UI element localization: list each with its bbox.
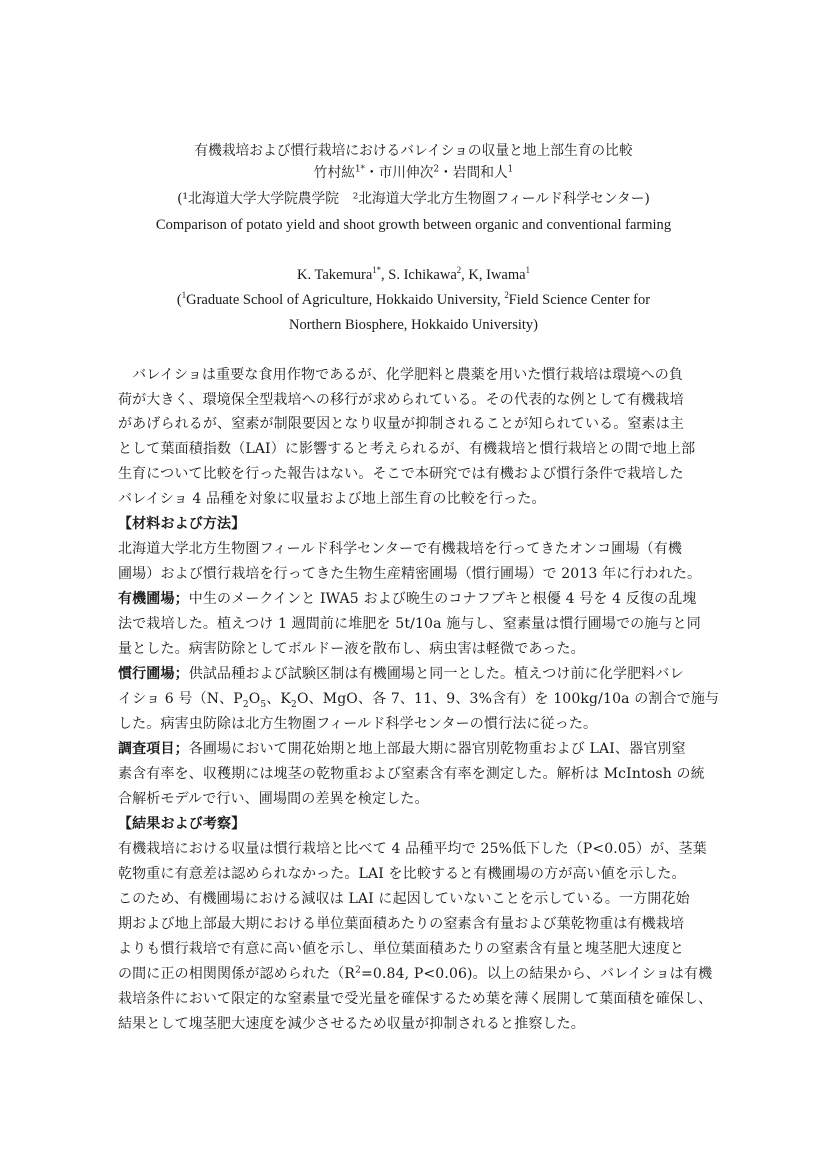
organic-field-keyword: 有機圃場； <box>118 591 189 607</box>
subscript: 2 <box>242 699 249 710</box>
results-line: よりも慣行栽培で有意に高い値を示し、単位葉面積あたりの窒素含有量と塊茎肥大速度と <box>118 941 684 957</box>
author-name: 竹村紘 <box>313 165 355 181</box>
methods-line: 圃場）および慣行栽培を行ってきた生物生産精密圃場（慣行圃場）で 2013 年に行われた。 <box>118 566 702 582</box>
affiliation-english-line2: Northern Biosphere, Hokkaido University) <box>288 317 539 333</box>
affiliation-mark: 2 <box>504 290 509 300</box>
methods-text: 各圃場において開花始期と地上部最大期に器官別乾物重および LAI、器官別窒 <box>188 741 686 757</box>
title-japanese: 有機栽培および慣行栽培におけるバレイショの収量と地上部生育の比較 <box>194 143 633 159</box>
methods-line <box>118 689 719 709</box>
affiliation-text: Field Science Center for <box>508 292 651 308</box>
methods-text: 、K <box>266 691 292 707</box>
subscript: 2 <box>291 699 297 710</box>
methods-line <box>118 589 697 609</box>
affiliation-mark: 1* <box>372 265 382 275</box>
authors-english <box>13 265 813 285</box>
intro-line: バレイショ 4 品種を対象に収量および地上部生育の比較を行った。 <box>118 491 546 507</box>
methods-line: 量とした。病害防除としてボルドー液を散布し、病虫害は軽微であった。 <box>118 641 585 657</box>
results-line: 栽培条件において限定的な窒素量で受光量を確保するため葉を薄く展開して葉面積を確保し、 <box>118 991 713 1007</box>
affiliation-japanese: (¹北海道大学大学院農学院 ²北海道大学北方生物圏フィールド科学センター) <box>177 191 650 207</box>
superscript: 2 <box>355 965 361 976</box>
conventional-field-keyword: 慣行圃場； <box>118 666 189 682</box>
methods-text: O <box>248 691 261 707</box>
intro-line: として葉面積指数（LAI）に影響すると考えられるが、有機栽培と慣行栽培との間で地上部 <box>118 441 696 457</box>
results-line <box>118 964 712 984</box>
methods-line: 素含有率を、収穫期には塊茎の乾物重および窒素含有率を測定した。解析は McIntosh の統 <box>118 766 705 782</box>
results-line: 乾物重に有意差は認められなかった。LAI を比較すると有機圃場の方が高い値を示した。 <box>118 866 686 882</box>
methods-text: 中生のメークインと IWA5 および晩生のコナフブキと根優 4 号を 4 反復の乱塊 <box>188 591 697 607</box>
title-english: Comparison of potato yield and shoot growth between organic and conventional farming <box>155 217 672 233</box>
results-heading: 【結果および考察】 <box>118 816 246 832</box>
survey-items-keyword: 調査項目； <box>118 741 189 757</box>
author-name: K. Takemura <box>297 267 373 283</box>
results-line: 期および地上部最大期における単位葉面積あたりの窒素含有量および葉乾物重は有機栽培 <box>118 916 684 932</box>
results-line: 結果として塊茎肥大速度を減少させるため収量が抑制されると推察した。 <box>118 1016 585 1032</box>
results-line: 有機栽培における収量は慣行栽培と比べて 4 品種平均で 25%低下した（P<0.05）が、茎葉 <box>118 841 707 857</box>
affiliation-mark: 1 <box>181 290 187 300</box>
results-text: =0.84, P<0.06)。以上の結果から、バレイショは有機 <box>360 966 713 982</box>
affiliation-mark: 1 <box>525 265 530 275</box>
affiliation-mark: 1* <box>354 164 365 175</box>
subscript: 5 <box>260 699 267 710</box>
authors-japanese <box>13 163 813 183</box>
methods-text: O、MgO、各 7、11、9、3%含有）を 100kg/10a の割合で施与 <box>296 691 720 707</box>
intro-line: 生育について比較を行った報告はない。そこで本研究では有機および慣行条件で栽培した <box>118 466 684 482</box>
affiliation-mark: 2 <box>456 265 462 275</box>
methods-text: 供試品種および試験区制は有機圃場と同一とした。植えつけ前に化学肥料バレ <box>188 666 684 682</box>
methods-line: 合解析モデルで行い、圃場間の差異を検定した。 <box>118 791 429 807</box>
methods-line <box>118 739 686 759</box>
author-name: , K, Iwama <box>461 267 526 283</box>
intro-line: があげられるが、窒素が制限要因となり収量が抑制されることが知られている。窒素は主 <box>118 416 684 432</box>
methods-text: イショ 6 号（N、P <box>118 691 243 707</box>
affiliation-mark: 1 <box>507 164 514 175</box>
methods-line: した。病害虫防除は北方生物圏フィールド科学センターの慣行法に従った。 <box>118 716 598 732</box>
affiliation-text: ( <box>176 292 182 308</box>
methods-line: 北海道大学北方生物圏フィールド科学センターで有機栽培を行ってきたオンコ圃場（有機 <box>118 541 683 557</box>
methods-line <box>118 664 684 684</box>
author-name: ・市川伸次 <box>364 165 434 181</box>
affiliation-text: Graduate School of Agriculture, Hokkaido University, <box>186 292 505 308</box>
affiliation-english-line1 <box>13 290 813 310</box>
author-name: , S. Ichikawa <box>381 267 457 283</box>
methods-heading: 【材料および方法】 <box>118 516 246 532</box>
author-name: ・岩間和人 <box>439 165 508 181</box>
intro-line: 荷が大きく、環境保全型栽培への移行が求められている。その代表的な例として有機栽培 <box>118 392 684 408</box>
intro-line: バレイショは重要な食用作物であるが、化学肥料と農薬を用いた慣行栽培は環境への負 <box>118 367 684 383</box>
results-line: このため、有機圃場における減収は LAI に起因していないことを示している。一方開花始 <box>118 891 690 907</box>
methods-line: 法で栽培した。植えつけ 1 週間前に堆肥を 5t/10a 施与し、窒素量は慣行圃場での施与と同 <box>118 616 701 632</box>
affiliation-mark: 2 <box>433 164 440 175</box>
results-text: の間に正の相関関係が認められた（R <box>118 966 356 982</box>
